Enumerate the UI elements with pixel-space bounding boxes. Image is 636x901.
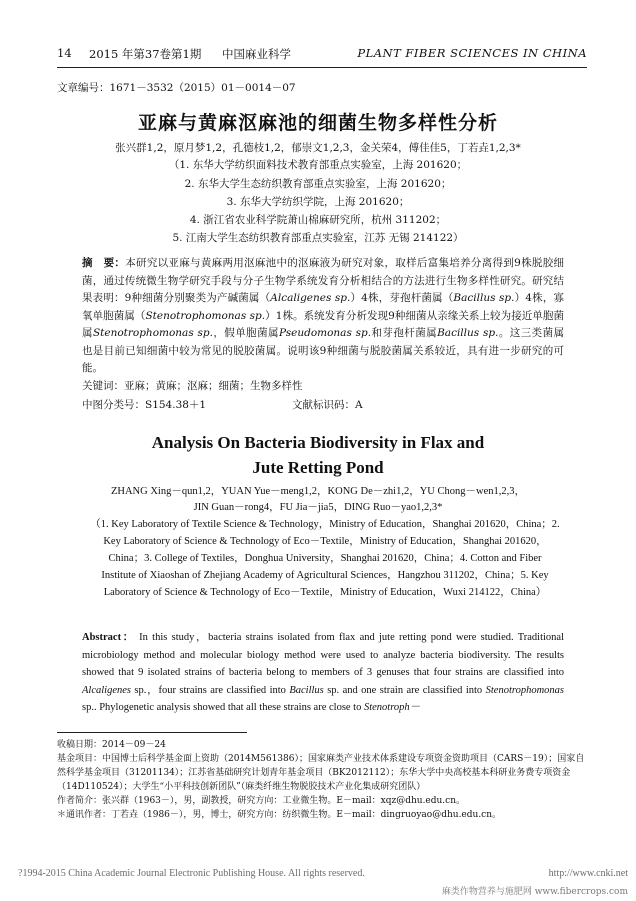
affiliations-en: （1. Key Laboratory of Textile Science & Technology，Ministry of Education，Shanghai 201620，China；2. Key Laboratory of Science & Technology of Eco－Textile，Ministry of Education，Shanghai 201620，China；3. College of Textiles，Donghua University，Shanghai 201620，China；4. Cotton and Fiber Institute of Xiaoshan of Zhejiang Academy of Agricultural Sciences，Hangzhou 311202，China；5. Key Laboratory of Science & Technology of Eco－Textile，Ministry of Education，Wuxi 214122，China） (90, 519, 560, 598)
authors-en (0, 484, 636, 516)
journal-name-en: PLANT FIBER SCIENCES IN CHINA (357, 46, 587, 60)
title-cn: 亚麻与黄麻沤麻池的细菌生物多样性分析 (137, 112, 498, 134)
footnote-author-bio: 作者简介：张兴群（1963－），男，副教授，研究方向：工业微生物。E－mail：xqz@dhu.edu.cn。 (57, 796, 466, 806)
running-header (57, 46, 587, 64)
affiliation-cn-1: （1. 东华大学纺织面料技术教育部重点实验室，上海 201620； (168, 159, 468, 171)
article-number: 文章编号：1671－3532（2015）01－0014－07 (57, 82, 296, 94)
affiliation-cn-2: 2. 东华大学生态纺织教育部重点实验室，上海 201620； (184, 178, 452, 190)
title-en (0, 430, 636, 480)
page-number: 14 (57, 46, 72, 60)
classification-number: 中图分类号：S154.38＋1 (82, 399, 207, 411)
keywords-cn: 关键词：亚麻；黄麻；沤麻；细菌；生物多样性 (82, 380, 303, 392)
affiliation-cn-3: 3. 东华大学纺织学院，上海 201620； (226, 196, 410, 208)
copyright-notice: ?1994-2015 China Academic Journal Electronic Publishing House. All rights reserved. (18, 868, 365, 879)
title-en-line-2: Jute Retting Pond (252, 458, 384, 477)
document-code: 文献标识码：A (292, 399, 363, 411)
journal-name-cn: 中国麻业科学 (222, 47, 291, 61)
abstract-cn: 摘 要：本研究以亚麻与黄麻两用沤麻池中的沤麻液为研究对象，取样后富集培养分离得到9株脱胶细菌，通过传统微生物学研究手段与分子生物学系统发育分析相结合的方法进行生物多样性研究。研究结果表明：9种细菌分别聚类为产碱菌属（Alcaligenes sp.）4株，芽孢杆菌属（Bacillus sp.）4株，寡氧单胞菌属（Stenotrophomonas sp.）1株。系统发育分析发现9种细菌从亲缘关系上较为接近单胞菌属Stenotrophomonas sp.，假单胞菌属Pseudomonas sp.和芽孢杆菌属Bacillus sp.。这三类菌属也是目前已知细菌中较为常见的脱胶菌属。说明该9种细菌与脱胶菌属关系较近，具有进一步研究的可能。 (82, 257, 565, 374)
footnote-corresponding: ＊通讯作者：丁若垚（1986－），男，博士，研究方向：纺织微生物。E－mail：dingruoyao@dhu.edu.cn。 (57, 810, 502, 820)
authors-cn: 张兴群1,2，原月梦1,2，孔德枝1,2，郁崇文1,2,3，金关荣4，傅佳佳5，丁若垚1,2,3* (115, 142, 521, 154)
cnki-link[interactable]: http://www.cnki.net (548, 868, 628, 879)
abstract-en: Abstract： In this study，bacteria strains isolated from flax and jute retting pond were studied. Traditional microbiology method and molecular biology method were used to analyze bacteria biodiversity. The results showed that 9 isolated strains of bacteria belong to members of 3 genuses that four strains are classified into Alcaligenes sp.，four strains are classified into Bacillus sp. and one strain are classified into Stenotrophomonas sp.. Phylogenetic analysis showed that all these strains are close to Stenotroph－ (82, 632, 564, 713)
abstract-cn-label: 摘 要： (82, 257, 126, 269)
classification-row (82, 397, 482, 412)
journal-issue: 2015 年第37卷第1期 (89, 47, 202, 61)
affiliation-cn-5: 5. 江南大学生态纺织教育部重点实验室，江苏 无锡 214122） (172, 232, 464, 244)
watermark: 麻类作物营养与施肥网 www.fibercrops.com (441, 887, 628, 897)
header-rule (57, 67, 587, 68)
title-en-line-1: Analysis On Bacteria Biodiversity in Flax and (151, 433, 485, 452)
footnote-received: 收稿日期：2014－09－24 (57, 740, 166, 750)
authors-en-line-1: ZHANG Xing－qun1,2，YUAN Yue－meng1,2，KONG De－zhi1,2，YU Chong－wen1,2,3， (110, 486, 526, 497)
footnotes (57, 738, 587, 822)
footnote-funding: 基金项目：中国博士后科学基金面上资助（2014M561386）；国家麻类产业技术体系建设专项资金资助项目（CARS－19）；国家自然科学基金项目（31201134）；江苏省基础研究计划青年基金项目（BK2012112）；东华大学中央高校基本科研业务费专项资金（14D110524）；大学生“小平科技创新团队”（麻类纤维生物脱胶技术产业化集成研究团队） (57, 754, 585, 792)
authors-en-line-2: JIN Guan－rong4，FU Jia－jia5，DING Ruo－yao1,2,3* (193, 502, 443, 513)
affiliation-cn-4: 4. 浙江省农业科学院萧山棉麻研究所，杭州 311202； (189, 214, 447, 226)
abstract-en-label: Abstract： (82, 632, 135, 643)
footnote-rule (57, 732, 247, 733)
